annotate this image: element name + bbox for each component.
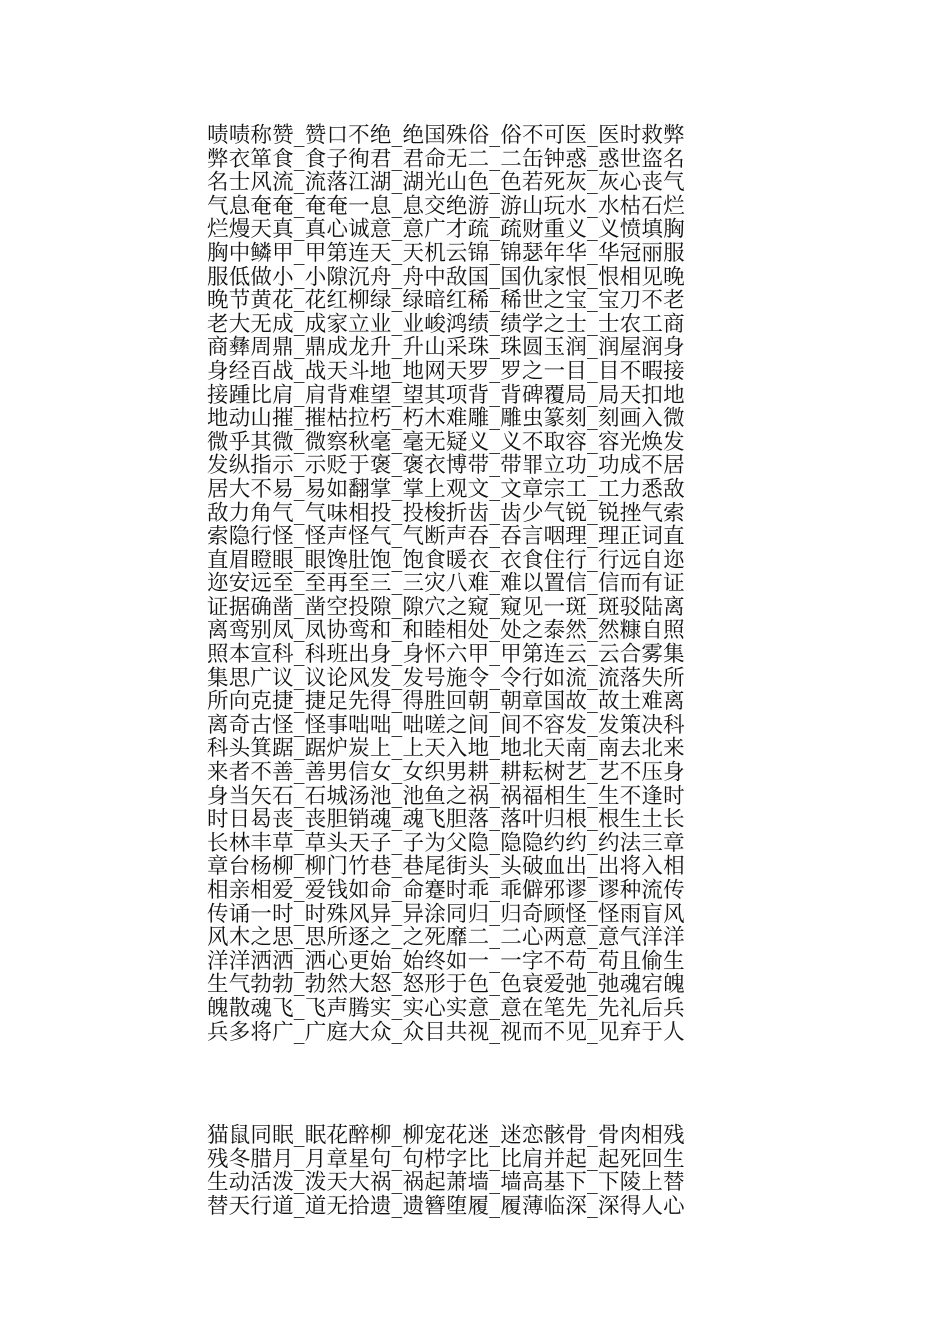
text-line: 所向克捷_捷足先得_得胜回朝_朝章国故_故土难离 bbox=[207, 689, 685, 715]
text-line: 长林丰草_草头天子_子为父隐_隐隐约约_约法三章 bbox=[207, 830, 685, 856]
text-line: 传诵一时_时殊风异_异涂同归_归奇顾怪_怪雨盲风 bbox=[207, 901, 685, 927]
text-line: 洋洋洒洒_洒心更始_始终如一_一字不苟_苟且偷生 bbox=[207, 948, 685, 974]
text-line: 风木之思_思所逐之_之死靡二_二心两意_意气洋洋 bbox=[207, 925, 685, 951]
text-line: 索隐行怪_怪声怪气_气断声吞_吞言咽理_理正词直 bbox=[207, 524, 685, 550]
text-line: 啧啧称赞_赞口不绝_绝国殊俗_俗不可医_医时救弊 bbox=[207, 123, 685, 148]
text-line: 微乎其微_微察秋毫_毫无疑义_义不取容_容光焕发 bbox=[207, 429, 685, 455]
text-line: 弊衣箪食_食子徇君_君命无二_二缶钟惑_惑世盗名 bbox=[207, 146, 685, 172]
text-line: 烂熳天真_真心诚意_意广才疏_疏财重义_义愤填胸 bbox=[207, 217, 685, 243]
text-line: 居大不易_易如翻掌_掌上观文_文章宗工_工力悉敌 bbox=[207, 476, 685, 502]
text-line: 直眉瞪眼_眼馋肚饱_饱食暖衣_衣食住行_行远自迩 bbox=[207, 547, 685, 573]
text-line: 身当矢石_石城汤池_池鱼之祸_祸福相生_生不逢时 bbox=[207, 783, 685, 809]
text-line: 迩安远至_至再至三_三灾八难_难以置信_信而有证 bbox=[207, 571, 685, 597]
text-line: 生动活泼_泼天大祸_祸起萧墙_墙高基下_下陵上替 bbox=[207, 1170, 685, 1196]
text-line: 老大无成_成家立业_业峻鸿绩_绩学之士_士农工商 bbox=[207, 311, 685, 337]
text-line: 科头箕踞_踞炉炭上_上天入地_地北天南_南去北来 bbox=[207, 736, 685, 762]
text-line: 时日曷丧_丧胆销魂_魂飞胆落_落叶归根_根生土长 bbox=[207, 807, 685, 833]
text-line: 相亲相爱_爱钱如命_命蹇时乖_乖僻邪谬_谬种流传 bbox=[207, 878, 685, 903]
text-line: 商彝周鼎_鼎成龙升_升山采珠_珠圆玉润_润屋润身 bbox=[207, 335, 685, 361]
text-line: 胸中鳞甲_甲第连天_天机云锦_锦瑟年华_华冠丽服 bbox=[207, 240, 685, 266]
text-line: 晚节黄花_花红柳绿_绿暗红稀_稀世之宝_宝刀不老 bbox=[207, 288, 685, 314]
text-line: 服低做小_小隙沉舟_舟中敌国_国仇家恨_恨相见晚 bbox=[207, 264, 685, 290]
idiom-chain-block-1 bbox=[207, 124, 747, 1044]
text-line: 敌力角气_气味相投_投梭折齿_齿少气锐_锐挫气索 bbox=[207, 500, 685, 526]
text-line: 残冬腊月_月章星句_句栉字比_比肩并起_起死回生 bbox=[207, 1146, 685, 1172]
text-line: 集思广议_议论风发_发号施令_令行如流_流落失所 bbox=[207, 665, 685, 691]
text-line: 生气勃勃_勃然大怒_怒形于色_色衰爱弛_弛魂宕魄 bbox=[207, 972, 685, 998]
text-line: 地动山摧_摧枯拉朽_朽木难雕_雕虫篆刻_刻画入微 bbox=[207, 406, 685, 432]
text-line: 离鸾别凤_凤协鸾和_和睦相处_处之泰然_然糠自照 bbox=[207, 618, 685, 644]
text-line: 替天行道_道无拾遗_遗簪堕履_履薄临深_深得人心 bbox=[207, 1193, 685, 1219]
text-line: 发纵指示_示贬于褒_褒衣博带_带罪立功_功成不居 bbox=[207, 453, 685, 479]
text-line: 离奇古怪_怪事咄咄_咄嗟之间_间不容发_发策决科 bbox=[207, 712, 685, 738]
text-line: 气息奄奄_奄奄一息_息交绝游_游山玩水_水枯石烂 bbox=[207, 193, 685, 219]
text-line: 身经百战_战天斗地_地网天罗_罗之一目_目不暇接 bbox=[207, 358, 685, 384]
text-line: 名士风流_流落江湖_湖光山色_色若死灰_灰心丧气 bbox=[207, 170, 685, 196]
text-line: 来者不善_善男信女_女织男耕_耕耘树艺_艺不压身 bbox=[207, 760, 685, 786]
text-line: 照本宣科_科班出身_身怀六甲_甲第连云_云合雾集 bbox=[207, 642, 685, 668]
text-line: 证据确凿_凿空投隙_隙穴之窥_窥见一斑_斑驳陆离 bbox=[207, 594, 685, 620]
text-line: 兵多将广_广庭大众_众目共视_视而不见_见弃于人 bbox=[207, 1019, 685, 1045]
text-line: 魄散魂飞_飞声腾实_实心实意_意在笔先_先礼后兵 bbox=[207, 995, 685, 1021]
idiom-chain-block-2 bbox=[207, 1124, 747, 1218]
text-line: 章台杨柳_柳门竹巷_巷尾街头_头破血出_出将入相 bbox=[207, 854, 685, 880]
text-line: 接踵比肩_肩背难望_望其项背_背碑覆局_局天扣地 bbox=[207, 382, 685, 408]
text-line: 猫鼠同眠_眠花醉柳_柳宠花迷_迷恋骸骨_骨肉相残 bbox=[207, 1123, 685, 1148]
